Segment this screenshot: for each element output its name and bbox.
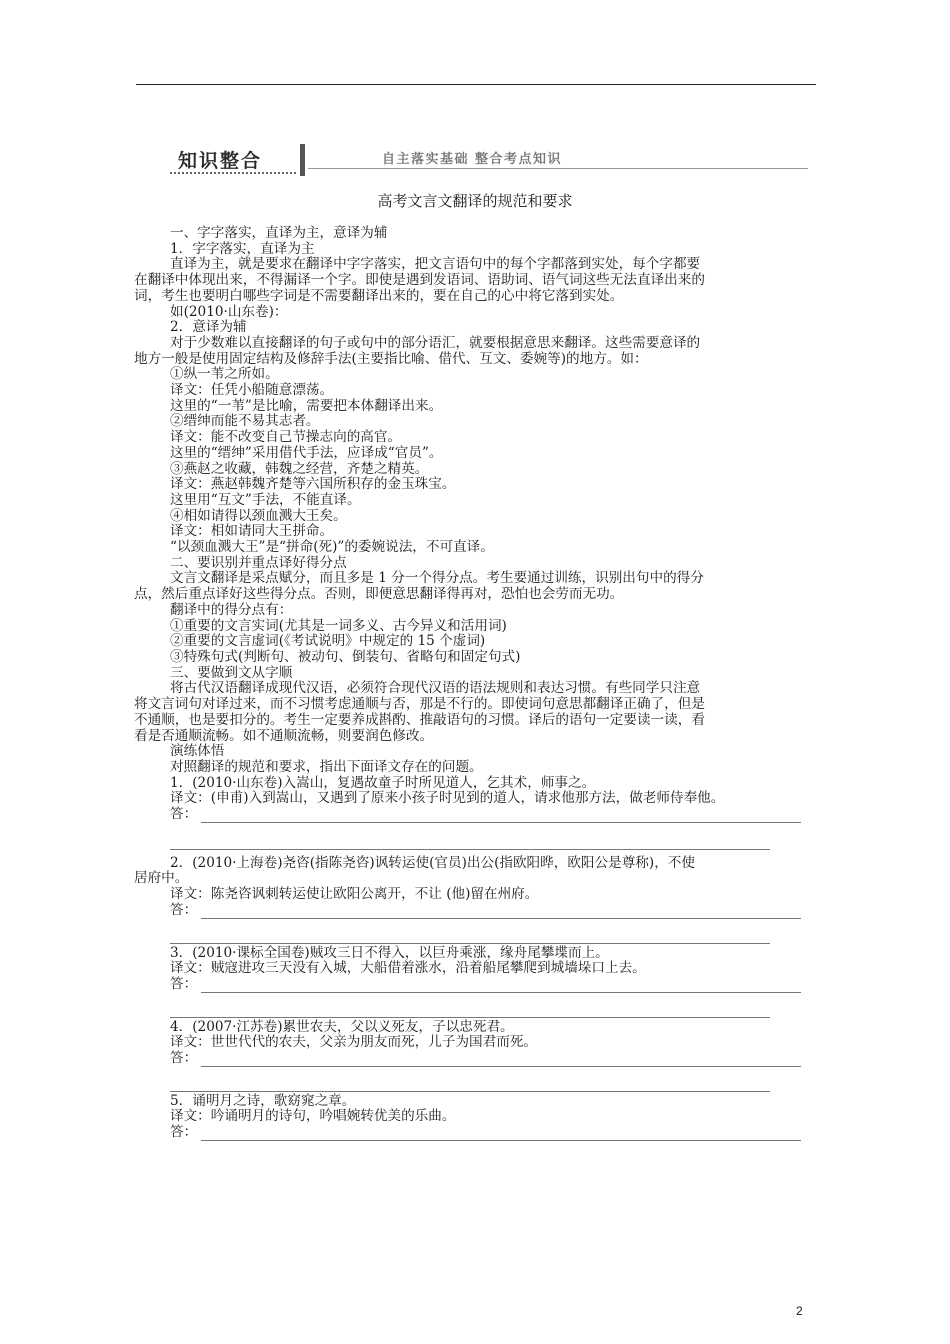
answer-label: 答： <box>170 1050 198 1067</box>
answer-row <box>170 1125 816 1141</box>
paragraph-line: 直译为主，就是要求在翻译中字字落实，把文言语句中的每个字都落到实处，每个字都要 <box>170 256 701 273</box>
paragraph-line: 将文言词句对译过来，而不习惯考虑通顺与否，那是不行的。即使词句意思都翻译正确了，但是 <box>134 696 705 713</box>
example-line: 译文：能不改变自己节操志向的高官。 <box>170 429 402 446</box>
practice-heading: 演练体悟 <box>170 743 225 760</box>
answer-label: 答： <box>170 1124 198 1141</box>
banner-dotted-underline <box>170 172 296 174</box>
exercise-question: 1．(2010·山东卷)入嵩山，复遇故童子时所见道人，乞其术，师事之。 <box>170 774 596 791</box>
paragraph-line: 翻译中的得分点有： <box>170 601 293 618</box>
practice-instruction: 对照翻译的规范和要求，指出下面译文存在的问题。 <box>170 758 483 775</box>
paragraph-line: 词，考生也要明白哪些字词是不需要翻译出来的，要在自己的心中将它落到实处。 <box>134 287 624 304</box>
answer-line[interactable] <box>201 980 801 993</box>
exercise-translation: 译文：世世代代的农夫，父亲为朋友而死，儿子为国君而死。 <box>170 1034 538 1051</box>
paragraph-line: 看是否通顺流畅。如不通顺流畅，则要润色修改。 <box>134 727 434 744</box>
answer-line[interactable] <box>201 810 801 823</box>
answer-line-extra[interactable] <box>170 1003 770 1018</box>
answer-line-extra[interactable] <box>170 835 770 850</box>
heading-3: 三、要做到文从字顺 <box>170 664 293 681</box>
subheading-1-2: 2．意译为辅 <box>170 319 247 336</box>
paragraph-line: 不通顺，也是要扣分的。考生一定要养成斟酌、推敲语句的习惯。译后的语句一定要读一读，看 <box>134 711 705 728</box>
example-line: ②缙绅而能不易其志者。 <box>170 413 320 430</box>
top-rule <box>136 84 816 85</box>
answer-line-extra[interactable] <box>170 1077 770 1092</box>
example-line: ④相如请得以颈血溅大王矣。 <box>170 507 347 524</box>
answer-line[interactable] <box>201 1128 801 1141</box>
exercise-translation: 译文：陈尧咨讽刺转运使让欧阳公离开，不让 (他)留在州府。 <box>170 886 539 903</box>
section-banner <box>170 140 810 180</box>
example-line: ①纵一苇之所如。 <box>170 366 279 383</box>
answer-label: 答： <box>170 806 198 823</box>
answer-line[interactable] <box>201 1054 801 1067</box>
banner-divider-bar <box>300 144 305 176</box>
paragraph-line: 点，然后重点译好这些得分点。否则，即便意思翻译得再对，恐怕也会劳而无功。 <box>134 586 624 603</box>
exercise-question: 3．(2010·课标全国卷)贼攻三日不得入，以巨舟乘涨，缘舟尾攀堞而上。 <box>170 944 609 961</box>
banner-title: 知识整合 <box>178 150 263 172</box>
example-line: 这里的“缙绅”采用借代手法，应译成“官员”。 <box>170 444 443 461</box>
answer-row <box>170 903 816 919</box>
list-item: ③特殊句式(判断句、被动句、倒装句、省略句和固定句式) <box>170 648 521 665</box>
list-item: ②重要的文言虚词(《考试说明》中规定的 15 个虚词) <box>170 633 486 650</box>
answer-row <box>170 1051 816 1067</box>
example-line: 译文：任凭小船随意漂荡。 <box>170 382 334 399</box>
example-line: 译文：燕赵韩魏齐楚等六国所积存的金玉珠宝。 <box>170 476 456 493</box>
exercise-question-cont: 居府中。 <box>134 870 189 887</box>
exercise-translation: 译文：(申甫)入到嵩山，又遇到了原来小孩子时见到的道人，请求他那方法，做老师侍奉他。 <box>170 790 725 807</box>
answer-line[interactable] <box>201 906 801 919</box>
paragraph-line: 对于少数难以直接翻译的句子或句中的部分语汇，就要根据意思来翻译。这些需要意译的 <box>170 334 701 351</box>
heading-2: 二、要识别并重点译好得分点 <box>170 554 347 571</box>
answer-row <box>170 977 816 993</box>
answer-label: 答： <box>170 975 198 992</box>
exercise-translation: 译文：贼寇进攻三天没有入城，大船借着涨水，沿着船尾攀爬到城墙垛口上去。 <box>170 960 646 977</box>
answer-row <box>170 807 816 823</box>
answer-label: 答： <box>170 901 198 918</box>
heading-1: 一、字字落实，直译为主，意译为辅 <box>170 225 388 241</box>
exercise-question: 2．(2010·上海卷)尧咨(指陈尧咨)讽转运使(官员)出公(指欧阳晔，欧阳公是尊称)，不使 <box>170 854 695 871</box>
example-ref: 如(2010·山东卷)： <box>170 303 288 320</box>
example-line: ③燕赵之收藏，韩魏之经营，齐楚之精英。 <box>170 460 429 477</box>
page-number: 2 <box>796 1304 803 1318</box>
banner-rule <box>308 168 808 169</box>
paragraph-line: 地方一般是使用固定结构及修辞手法(主要指比喻、借代、互文、委婉等)的地方。如： <box>134 350 648 367</box>
example-line: 译文：相如请同大王拼命。 <box>170 523 334 540</box>
paragraph-line: 将古代汉语翻译成现代汉语，必须符合现代汉语的语法规则和表达习惯。有些同学只注意 <box>170 680 701 697</box>
exercise-translation: 译文：吟诵明月的诗句，吟唱婉转优美的乐曲。 <box>170 1108 456 1125</box>
paragraph-line: 文言文翻译是采点赋分，而且多是 1 分一个得分点。考生要通过训练，识别出句中的得分 <box>170 570 704 587</box>
document-body <box>134 225 816 1141</box>
document-title: 高考文言文翻译的规范和要求 <box>377 192 573 210</box>
answer-line-extra[interactable] <box>170 929 770 944</box>
example-line: 这里的“一苇”是比喻，需要把本体翻译出来。 <box>170 397 443 414</box>
banner-subtitle: 自主落实基础 整合考点知识 <box>382 152 563 167</box>
exercise-question: 4．(2007·江苏卷)累世农夫，父以义死友，子以忠死君。 <box>170 1018 514 1035</box>
subheading-1-1: 1．字字落实，直译为主 <box>170 240 315 257</box>
exercise-question: 5．诵明月之诗，歌窈窕之章。 <box>170 1092 356 1109</box>
paragraph-line: 在翻译中体现出来，不得漏译一个字。即使是遇到发语词、语助词、语气词这些无法直译出来的 <box>134 272 705 289</box>
example-line: 这里用“互文”手法，不能直译。 <box>170 491 361 508</box>
list-item: ①重要的文言实词(尤其是一词多义、古今异义和活用词) <box>170 617 507 634</box>
example-line: “以颈血溅大王”是“拼命(死)”的委婉说法，不可直译。 <box>170 539 494 556</box>
